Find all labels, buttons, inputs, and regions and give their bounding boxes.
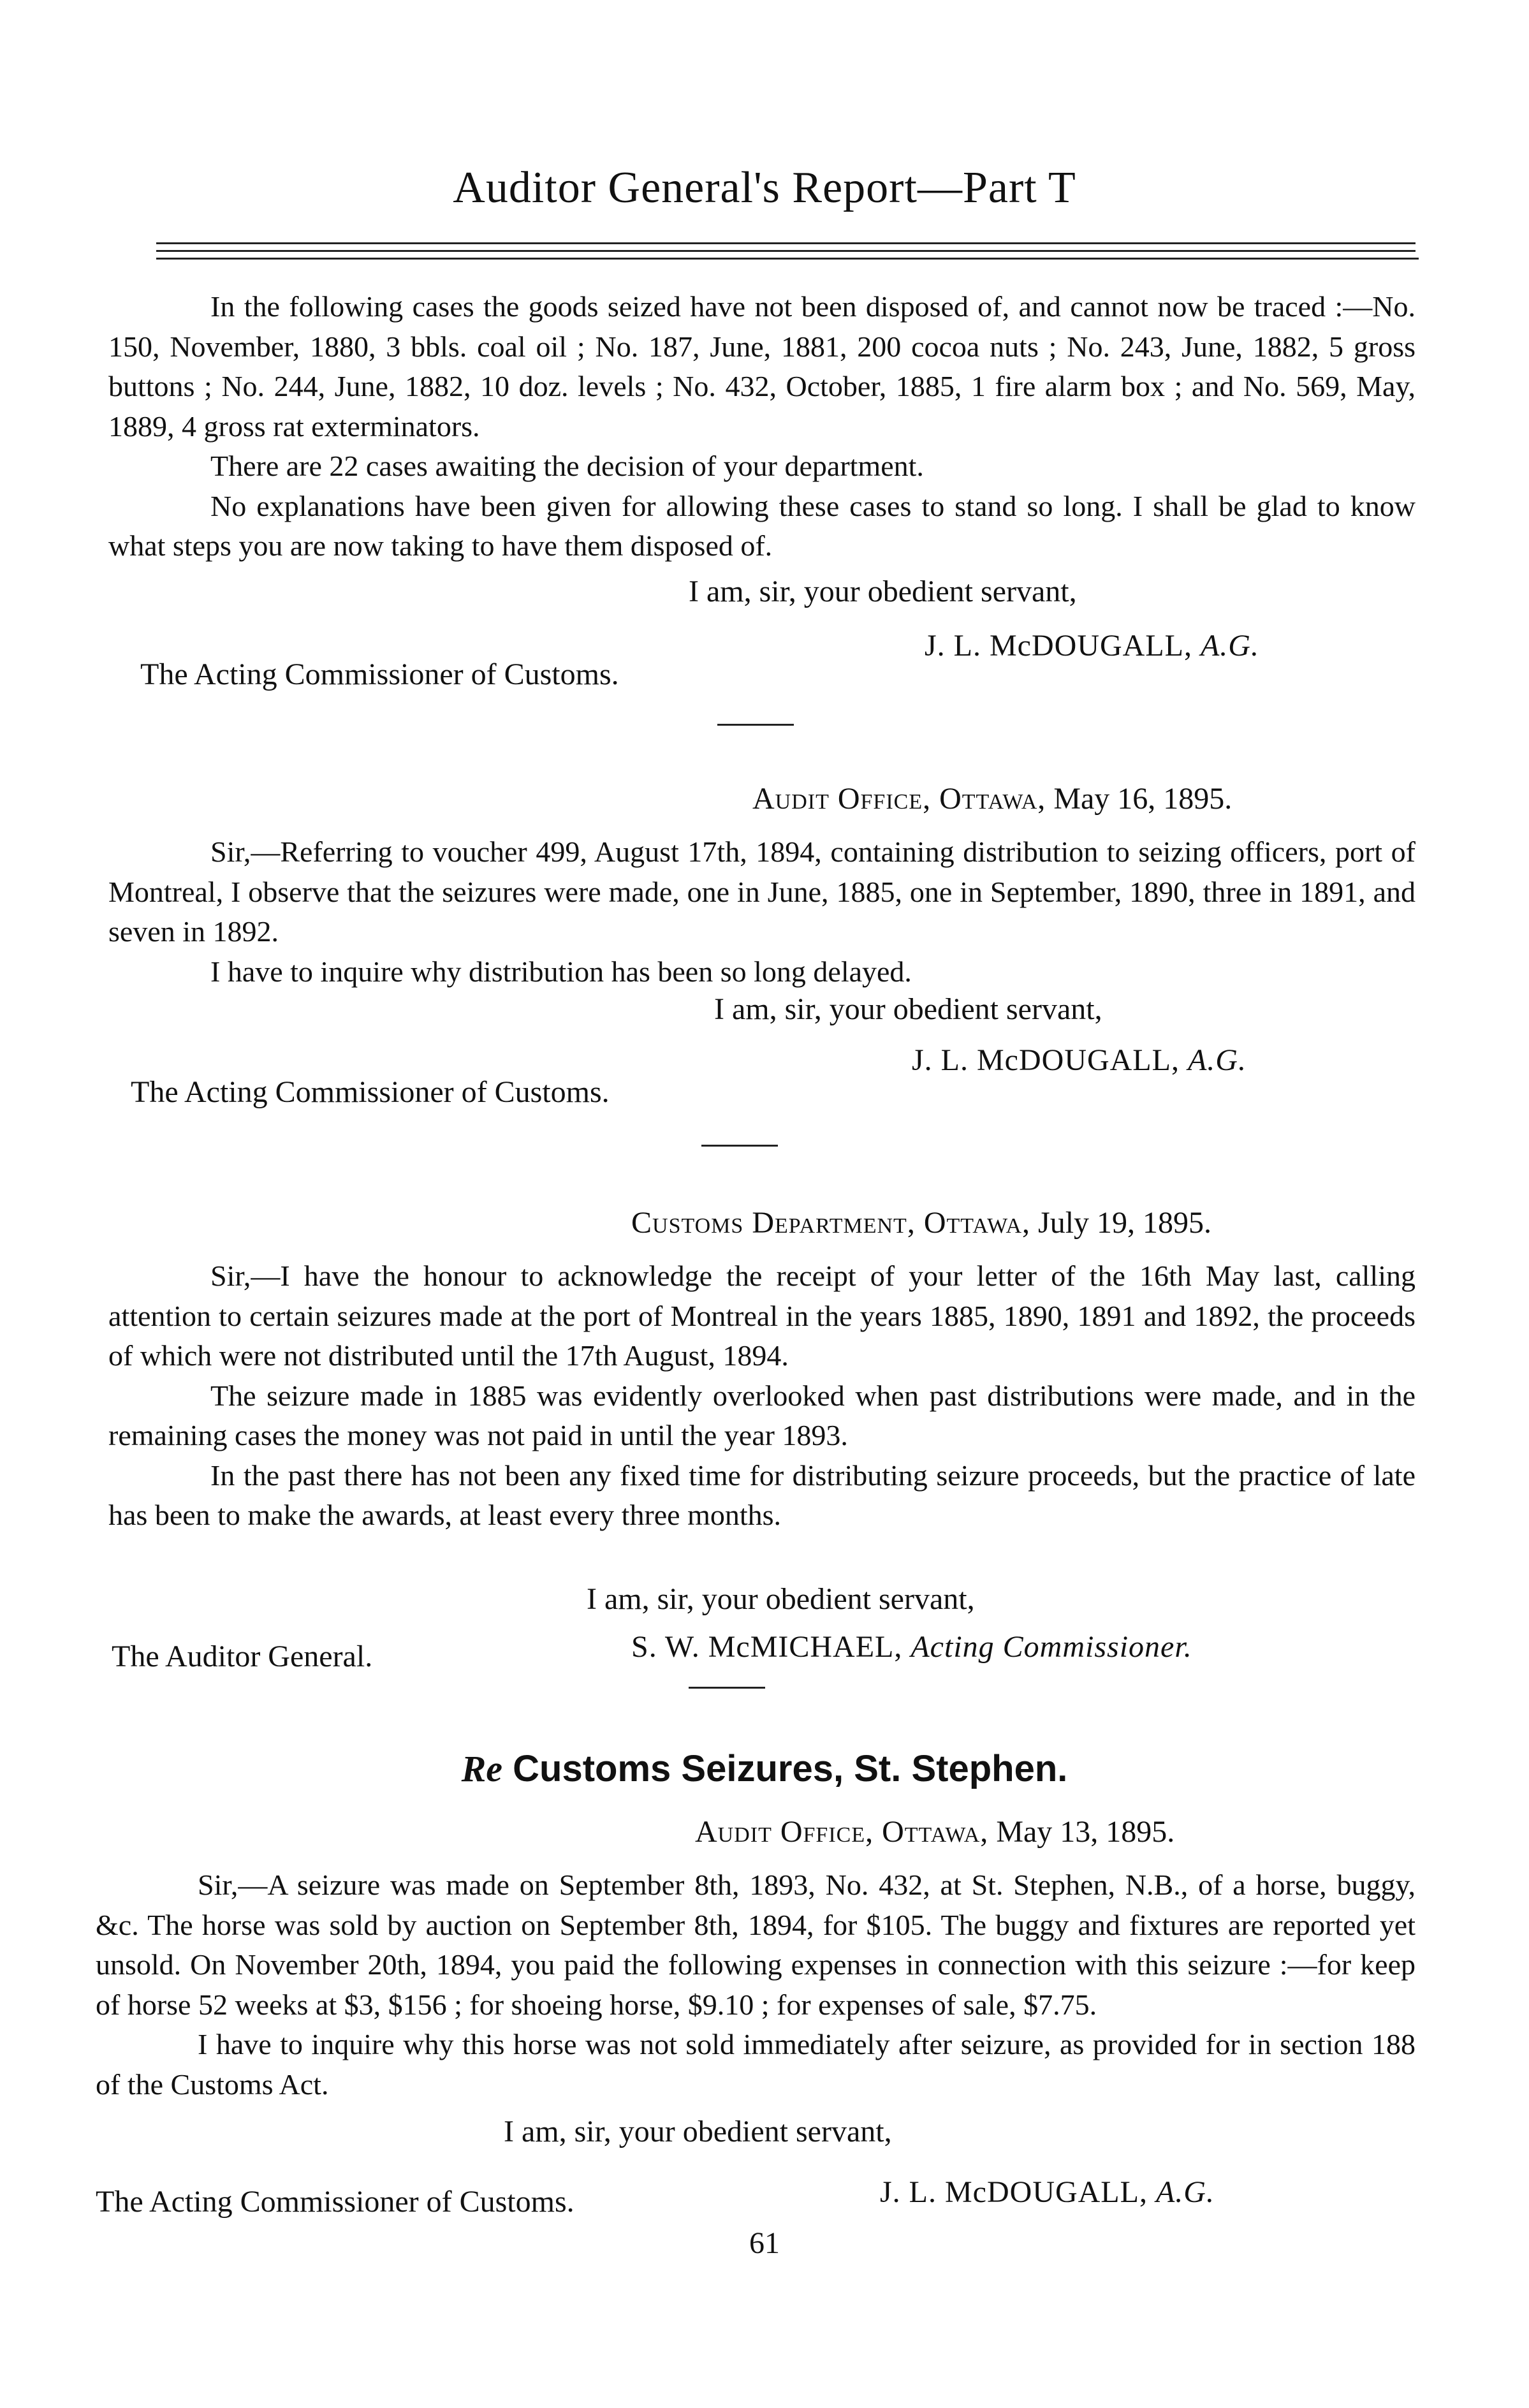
signature-title: A.G.	[1187, 1043, 1247, 1077]
header-rule	[156, 242, 1416, 244]
letter-2-dateline	[752, 781, 1232, 816]
section-heading	[0, 1747, 1529, 1790]
section-divider	[689, 1687, 765, 1689]
letter-3-paragraph: The seizure made in 1885 was evidently overlooked when past distributions were made, and in the remaining cases the money was not paid in until the year 1893.	[108, 1379, 1416, 1452]
letter-3-body	[108, 1256, 1416, 1536]
letter-2-paragraph: Sir,—Referring to voucher 499, August 17th, 1894, containing distribution to seizing officers, port of Montreal, I observe that the seizures were made, one in June, 1885, one in September, 1890, three in 1891, and seven in 1892.	[108, 835, 1416, 948]
dateline-date: May 16, 1895.	[1053, 782, 1233, 816]
letter-2-paragraph: I have to inquire why distribution has been so long delayed.	[210, 955, 912, 988]
letter-1-paragraph: In the following cases the goods seized have not been disposed of, and cannot now be traced :—No. 150, November, 1880, 3 bbls. coal oil ; No. 187, June, 1881, 200 cocoa nuts ; No. 243, June, 1882, 5 gross buttons ; No. 244, June, 1882, 10 doz. levels ; No. 432, October, 1885, 1 fire alarm box ; and No. 569, May, 1889, 4 gross rat exterminators.	[108, 290, 1416, 443]
letter-1-closing: I am, sir, your obedient servant,	[689, 575, 1077, 608]
letter-2-closing: I am, sir, your obedient servant,	[714, 992, 1102, 1026]
signature-name: J. L. McDOUGALL,	[912, 1043, 1180, 1077]
letter-4-paragraph: I have to inquire why this horse was not sold immediately after seizure, as provided for in section 188 of the Customs Act.	[96, 2028, 1416, 2101]
signature-title: Acting Commissioner.	[911, 1630, 1192, 1664]
letter-3-signature	[631, 1629, 1192, 1664]
letter-3-paragraph: Sir,—I have the honour to acknowledge the receipt of your letter of the 16th May last, calling attention to certain seizures made at the port of Montreal in the years 1885, 1890, 1891 and 1892, the proceeds of which were not distributed until the 17th August, 1894.	[108, 1259, 1416, 1372]
header-rule	[156, 250, 1416, 252]
page-number: 61	[749, 2226, 780, 2260]
letter-4-body	[96, 1865, 1416, 2104]
section-divider	[717, 724, 794, 726]
dateline-date: May 13, 1895.	[996, 1815, 1175, 1849]
signature-name: J. L. McDOUGALL,	[925, 629, 1192, 663]
letter-1-paragraph: There are 22 cases awaiting the decision of your department.	[210, 450, 924, 483]
letter-4-signature	[880, 2175, 1215, 2210]
dateline-office: Customs Department, Ottawa,	[631, 1206, 1031, 1240]
letter-1-addressee: The Acting Commissioner of Customs.	[140, 657, 619, 691]
signature-name: J. L. McDOUGALL,	[880, 2175, 1148, 2209]
letter-1-paragraph: No explanations have been given for allowing these cases to stand so long. I shall be glad to know what steps you are now taking to have them disposed of.	[108, 489, 1416, 562]
section-divider	[701, 1145, 778, 1147]
letter-2-body	[108, 832, 1416, 992]
letter-4-closing: I am, sir, your obedient servant,	[504, 2115, 892, 2148]
header-rule	[156, 258, 1419, 260]
dateline-office: Audit Office, Ottawa,	[695, 1815, 989, 1849]
letter-3-dateline	[631, 1205, 1211, 1240]
letter-2-addressee: The Acting Commissioner of Customs.	[131, 1075, 610, 1109]
dateline-office: Audit Office, Ottawa,	[752, 782, 1046, 816]
letter-4-paragraph: Sir,—A seizure was made on September 8th, 1893, No. 432, at St. Stephen, N.B., of a horse, buggy, &c. The horse was sold by auction on September 8th, 1894, for $105. The buggy and fixtures are reported yet unsold. On November 20th, 1894, you paid the following expenses in connection with this seizure :—for keep of horse 52 weeks at $3, $156 ; for shoeing horse, $9.10 ; for expenses of sale, $7.75.	[96, 1868, 1416, 2021]
page-header-title: Auditor General's Report—Part T	[453, 163, 1076, 212]
letter-1-signature	[925, 628, 1259, 663]
signature-title: A.G.	[1155, 2175, 1215, 2209]
letter-4-dateline	[695, 1814, 1174, 1849]
letter-3-closing: I am, sir, your obedient servant,	[587, 1582, 975, 1616]
letter-3-addressee: The Auditor General.	[112, 1640, 373, 1673]
letter-4-addressee: The Acting Commissioner of Customs.	[96, 2185, 574, 2219]
section-heading-prefix: Re	[461, 1748, 503, 1789]
signature-name: S. W. McMICHAEL,	[631, 1630, 903, 1664]
dateline-date: July 19, 1895.	[1038, 1206, 1212, 1240]
letter-3-paragraph: In the past there has not been any fixed time for distributing seizure proceeds, but the practice of late has been to make the awards, at least every three months.	[108, 1458, 1416, 1532]
section-heading-text: Customs Seizures, St. Stephen.	[513, 1748, 1068, 1789]
letter-2-signature	[912, 1043, 1247, 1078]
letter-1-body	[108, 287, 1416, 566]
signature-title: A.G.	[1200, 629, 1259, 663]
